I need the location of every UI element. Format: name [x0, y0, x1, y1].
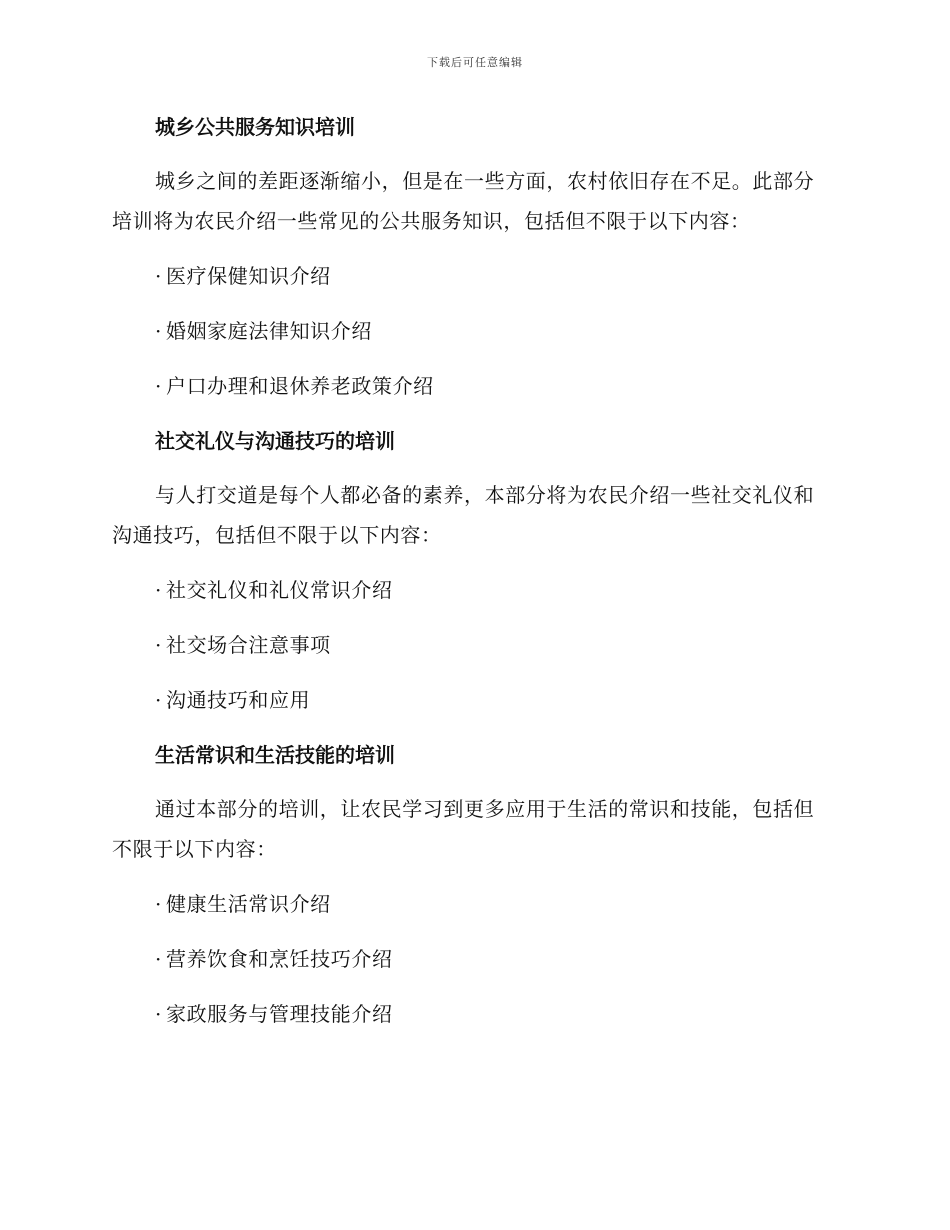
list-item-text: 户口办理和退休养老政策介绍	[165, 374, 434, 398]
bullet-dot-icon: ·	[155, 319, 162, 343]
bullet-dot-icon: ·	[155, 578, 162, 602]
section-heading: 生活常识和生活技能的培训	[155, 743, 395, 767]
list-item	[112, 993, 832, 1035]
section-heading: 社交礼仪与沟通技巧的培训	[155, 429, 395, 453]
list-item	[112, 679, 832, 721]
list-item-text: 婚姻家庭法律知识介绍	[165, 319, 372, 343]
header-note: 下载后可任意编辑	[427, 56, 523, 69]
section-paragraph: 通过本部分的培训，让农民学习到更多应用于生活的常识和技能，包括但不限于以下内容：	[112, 797, 815, 861]
bullet-dot-icon: ·	[155, 947, 162, 971]
section-social-etiquette	[112, 420, 832, 721]
bullet-dot-icon: ·	[155, 1002, 162, 1026]
bullet-dot-icon: ·	[155, 264, 162, 288]
section-public-services	[112, 106, 832, 407]
list-item	[112, 365, 832, 407]
list-item-text: 社交场合注意事项	[165, 633, 331, 657]
section-life-skills	[112, 734, 832, 1035]
list-item	[112, 883, 832, 925]
list-item	[112, 624, 832, 666]
list-item	[112, 938, 832, 980]
bullet-dot-icon: ·	[155, 688, 162, 712]
list-item	[112, 255, 832, 297]
document-body	[112, 106, 832, 1048]
list-item-text: 家政服务与管理技能介绍	[165, 1002, 393, 1026]
section-heading: 城乡公共服务知识培训	[155, 115, 355, 139]
list-item	[112, 569, 832, 611]
section-paragraph: 城乡之间的差距逐渐缩小，但是在一些方面，农村依旧存在不足。此部分培训将为农民介绍一些常见的公共服务知识，包括但不限于以下内容：	[112, 169, 815, 233]
list-item	[112, 310, 832, 352]
bullet-dot-icon: ·	[155, 374, 162, 398]
bullet-dot-icon: ·	[155, 633, 162, 657]
section-paragraph: 与人打交道是每个人都必备的素养，本部分将为农民介绍一些社交礼仪和沟通技巧，包括但不限于以下内容：	[112, 483, 815, 547]
list-item-text: 沟通技巧和应用	[165, 688, 311, 712]
bullet-dot-icon: ·	[155, 892, 162, 916]
list-item-text: 营养饮食和烹饪技巧介绍	[165, 947, 393, 971]
list-item-text: 社交礼仪和礼仪常识介绍	[165, 578, 393, 602]
list-item-text: 医疗保健知识介绍	[165, 264, 331, 288]
list-item-text: 健康生活常识介绍	[165, 892, 331, 916]
